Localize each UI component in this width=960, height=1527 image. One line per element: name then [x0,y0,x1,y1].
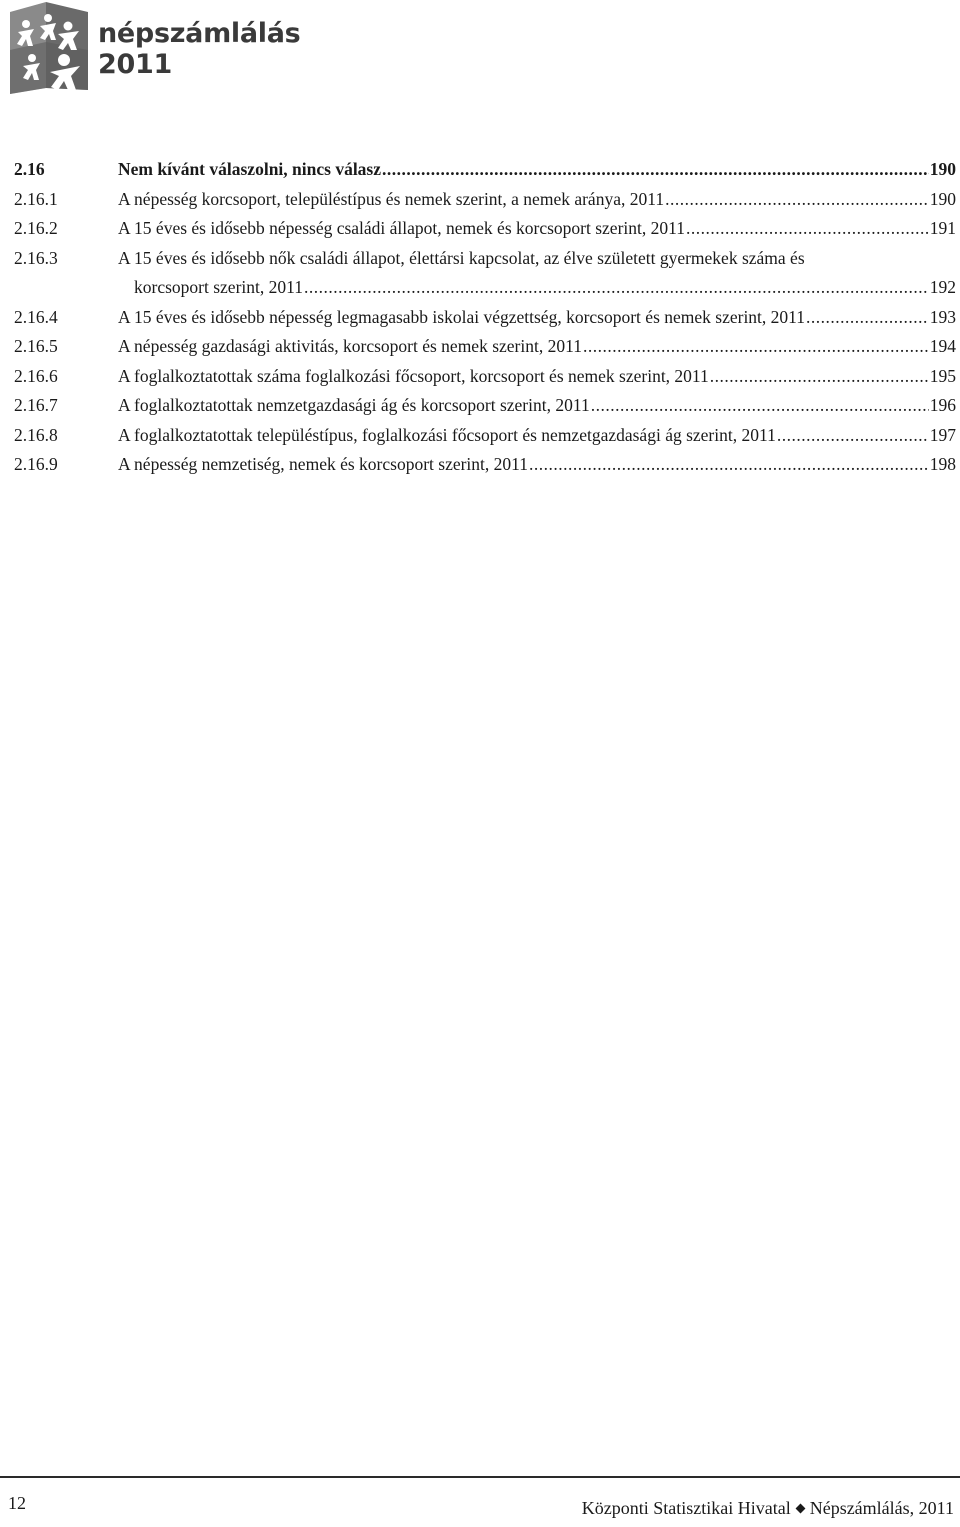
toc-page-number: 193 [929,306,956,327]
toc-number: 2.16.1 [14,188,58,209]
toc-entry-2-16-1[interactable] [14,185,956,215]
toc-title: A foglalkoztatottak nemzetgazdasági ág és korcsoport szerint, 2011 [118,395,590,415]
toc-page-number: 195 [929,365,956,386]
toc-leader-dots [806,303,929,333]
census-logo [6,2,306,94]
toc-title: A népesség korcsoport, településtípus és nemek szerint, a nemek aránya, 2011 [118,188,665,209]
toc-title: A népesség nemzetiség, nemek és korcsoport szerint, 2011 [118,454,529,474]
toc-leader-dots [686,214,929,244]
toc-number: 2.16.3 [14,247,58,268]
toc-number: 2.16.5 [14,336,58,356]
footer-divider [0,1476,960,1478]
toc-title: A 15 éves és idősebb népesség legmagasabb iskolai végzettség, korcsoport és nemek szerint, 2011 [118,306,806,327]
toc-leader-dots [583,332,929,362]
toc-page-number: 198 [929,454,956,474]
toc-title: A 15 éves és idősebb népesség családi állapot, nemek és korcsoport szerint, 2011 [118,218,685,238]
footer-right-text: Népszámlálás, 2011 [809,1498,954,1518]
toc-title: korcsoport szerint, 2011 [134,277,303,297]
toc-title: Nem kívánt válaszolni, nincs válasz [118,159,382,179]
toc-page-number: 191 [929,218,956,238]
toc-title-first-line: A 15 éves és idősebb nők családi állapot, élettársi kapcsolat, az élve született gyermekek száma és [118,247,805,268]
census-people-icon [6,2,90,94]
toc-number: 2.16.9 [14,454,58,474]
toc-page-number: 192 [929,277,956,297]
toc-entry-2-16-4[interactable] [14,303,956,333]
toc-leader-dots [304,273,929,303]
footer-left-text: Központi Statisztikai Hivatal [581,1498,791,1518]
logo-wordmark [98,18,300,80]
toc-entry-2-16-6[interactable] [14,362,956,392]
toc-number: 2.16.8 [14,424,58,445]
toc-number: 2.16.7 [14,395,58,415]
table-of-contents [14,155,956,480]
toc-page-number: 194 [929,336,956,356]
toc-entry-2-16-3[interactable] [14,244,956,303]
toc-entry-2-16-7[interactable] [14,391,956,421]
diamond-separator-icon [795,1504,805,1514]
toc-number: 2.16.4 [14,306,58,327]
toc-number: 2.16.6 [14,365,58,386]
toc-leader-dots [529,450,929,480]
toc-leader-dots [382,155,929,185]
toc-page-number: 197 [929,424,956,445]
logo-year: 2011 [98,49,172,80]
toc-title: A népesség gazdasági aktivitás, korcsoport és nemek szerint, 2011 [118,336,582,356]
toc-entry-2-16-9[interactable] [14,450,956,480]
toc-title: A foglalkoztatottak településtípus, foglalkozási főcsoport és nemzetgazdasági ág szerint, 2011 [118,424,776,445]
toc-page-number: 196 [929,395,956,415]
toc-number: 2.16.2 [14,218,58,238]
toc-leader-dots [591,391,929,421]
toc-leader-dots [710,362,929,392]
toc-entry-2-16[interactable] [14,155,956,185]
toc-entry-2-16-8[interactable] [14,421,956,451]
toc-leader-dots [777,421,929,451]
footer-page-number: 12 [8,1493,26,1513]
toc-entry-2-16-2[interactable] [14,214,956,244]
toc-number: 2.16 [14,159,45,179]
toc-title: A foglalkoztatottak száma foglalkozási főcsoport, korcsoport és nemek szerint, 2011 [118,365,709,386]
toc-page-number: 190 [929,188,956,209]
footer-publisher [582,1498,954,1519]
logo-title: népszámlálás [98,18,301,49]
toc-leader-dots [665,185,929,215]
toc-entry-2-16-5[interactable] [14,332,956,362]
toc-page-number: 190 [929,159,956,179]
